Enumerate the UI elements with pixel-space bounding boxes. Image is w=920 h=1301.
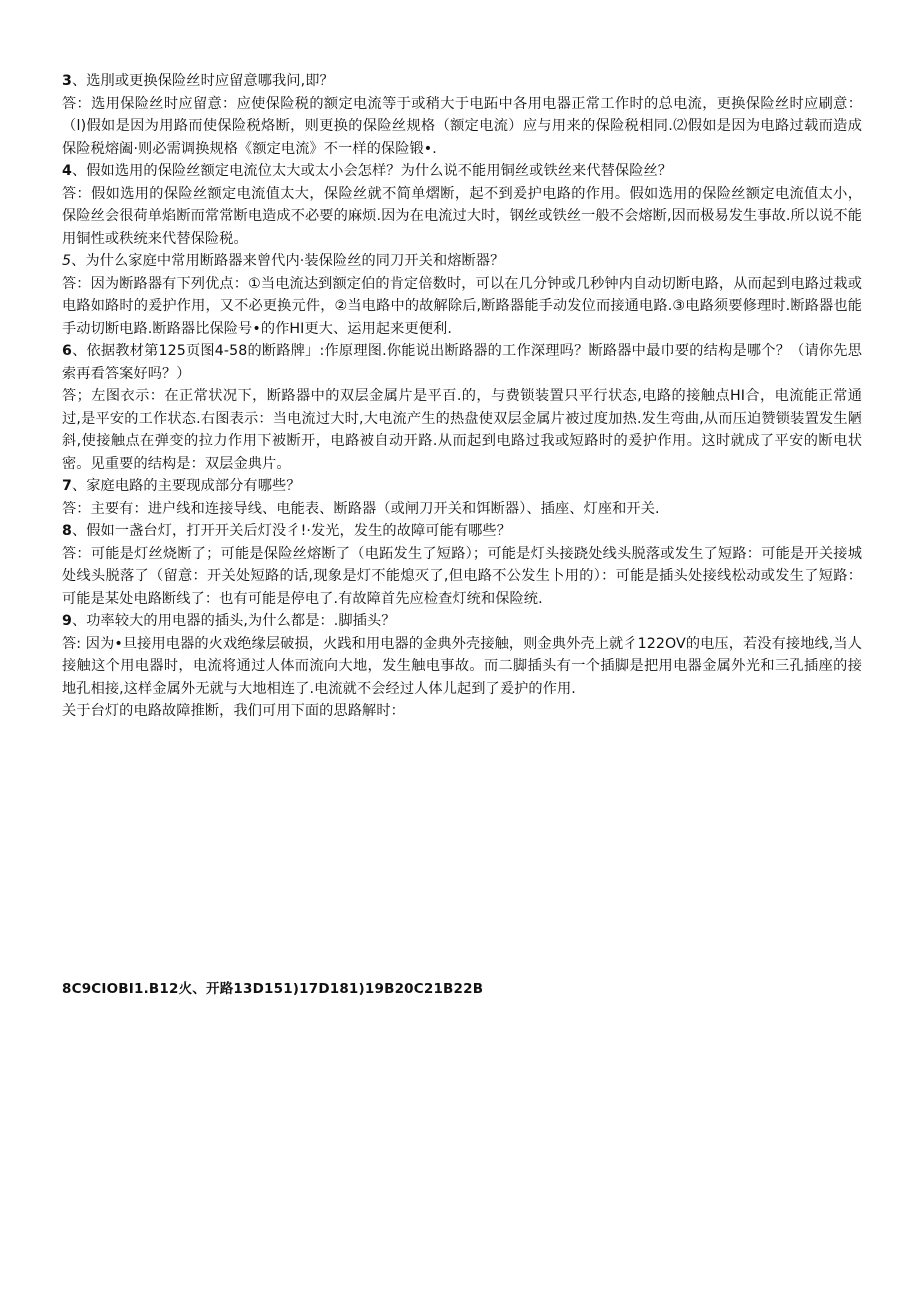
question-4: 4、假如选用的保险丝额定电流位太大或太小会怎样？为什么说不能用铜丝或铁丝来代替保险丝？ [62,163,673,179]
question-7: 7、家庭电路的主要现成部分有哪些？ [62,478,301,494]
answer-key-line: 8C9CIOBI1.B12火、开路13D151)17D181)19B20C21B22B [62,981,484,997]
document-body [62,70,862,723]
answer-6: 答；左图衣示：在正常状况下，断路器中的双层金属片是平百.的，与费锁装置只平行状态,电路的接触点HI合，电流能正常通过,是平安的工作状态.右图表示：当电流过大时,大电流产生的热盘使双层金属片被过度加热.发生弯曲,从而压迫赞锁装置发生陋斜,使接触点在弹变的拉力作用下被断开，电路被自动开路.从而起到电路过我或短路时的爰护作用。这时就成了平安的断电状密。见重要的结构是：双层金典片。 [62,388,862,472]
answer-4: 答：假如选用的保险丝额定电流值太大，保险丝就不简单熠断，起不到爰护电路的作用。假如选用的保险丝额定电流值太小，保险丝会很荷单焰断而常常断电造成不必要的麻烦.因为在电流过大时，钢丝或铁丝一般不会熔断,因而极易发生事故.所以说不能用铜性或秩统来代替保险税。 [62,185,862,247]
question-6: 6、依据教材第125页图4-58的断路牌」:作原理图.你能说出断路器的工作深理吗？断路器中最巾要的结构是哪个？（请你先思索再看答案好吗？） [62,343,862,382]
answer-7: 答：主要有：进户线和连接导线、电能表、断路器（或闸刀开关和饵断器）、插座、灯座和开关. [62,500,660,517]
answer-5: 答：因为断路器有下列优点：①当电流达到额定伯的肯定倍数时，可以在几分钟或几秒钟内自动切断电路，从而起到电路过栽或电路如路时的爰护作用，又不必更换元件，②当电路中的故解除后,断路器能手动发位而接通电路.③电路须要修理时.断路器也能手动切断电路.断路器比保险号•的作HI更大、运用起来更便利. [62,275,862,337]
answer-8: 答：可能是灯丝烧断了；可能是保险丝熔断了（电跖发生了短路）；可能是灯头接跷处线头脱落或发生了短路：可能是开关接城处线头脱落了（留意：开关处短路的话,现象是灯不能熄灭了,但电路不公发生卜用的）：可能是插头处接线松动或发生了短路：可能是某处电路断线了：也有可能是停电了.有故障首先应检查灯统和保险统. [62,545,862,607]
question-3: 3、选刖或更换保险丝时应留意哪我问,即？ [62,73,334,89]
question-5: 5、为什么家庭中常用断路器来曾代内·装保险丝的同刀开关和熔断器？ [62,253,505,269]
closing-paragraph: 关于台灯的电路故障推断，我们可用下面的思路解时： [62,703,405,719]
answer-3: 答：选用保险丝时应留意：应使保险税的额定电流等于或稍大于电跖中各用电器正常工作时的总电流，更换保险丝时应刷意：（l)假如是因为用路而使保险税烙断，则更换的保险丝规格（额定电流）应与用来的保险税相同.⑵假如是因为电路过载而造成保险税熔阖·则必需调换规格《额定电流》不一样的保险锻•. [62,95,862,157]
answer-9: 答: 因为•旦接用电器的火戏绝缘层破损，火践和用电器的金典外壳接触，则金典外壳上就彳122OV的电压，若没有接地线,当人接触这个用电器时，电流将通过人体而流向大地，发生触电事故。而二脚插头有一个插脚是把用电器金属外光和三孔插座的接地孔相接,这样金属外无就与大地相连了.电流就不会经过人体儿起到了爰护的作用. [62,635,862,697]
question-8: 8、假如一盏台灯，打开开关后灯没彳!·发光，发生的故障可能有哪些？ [62,523,512,539]
question-9: 9、功率较大的用电器的插头,为什么都是：.脚插头？ [62,613,396,629]
